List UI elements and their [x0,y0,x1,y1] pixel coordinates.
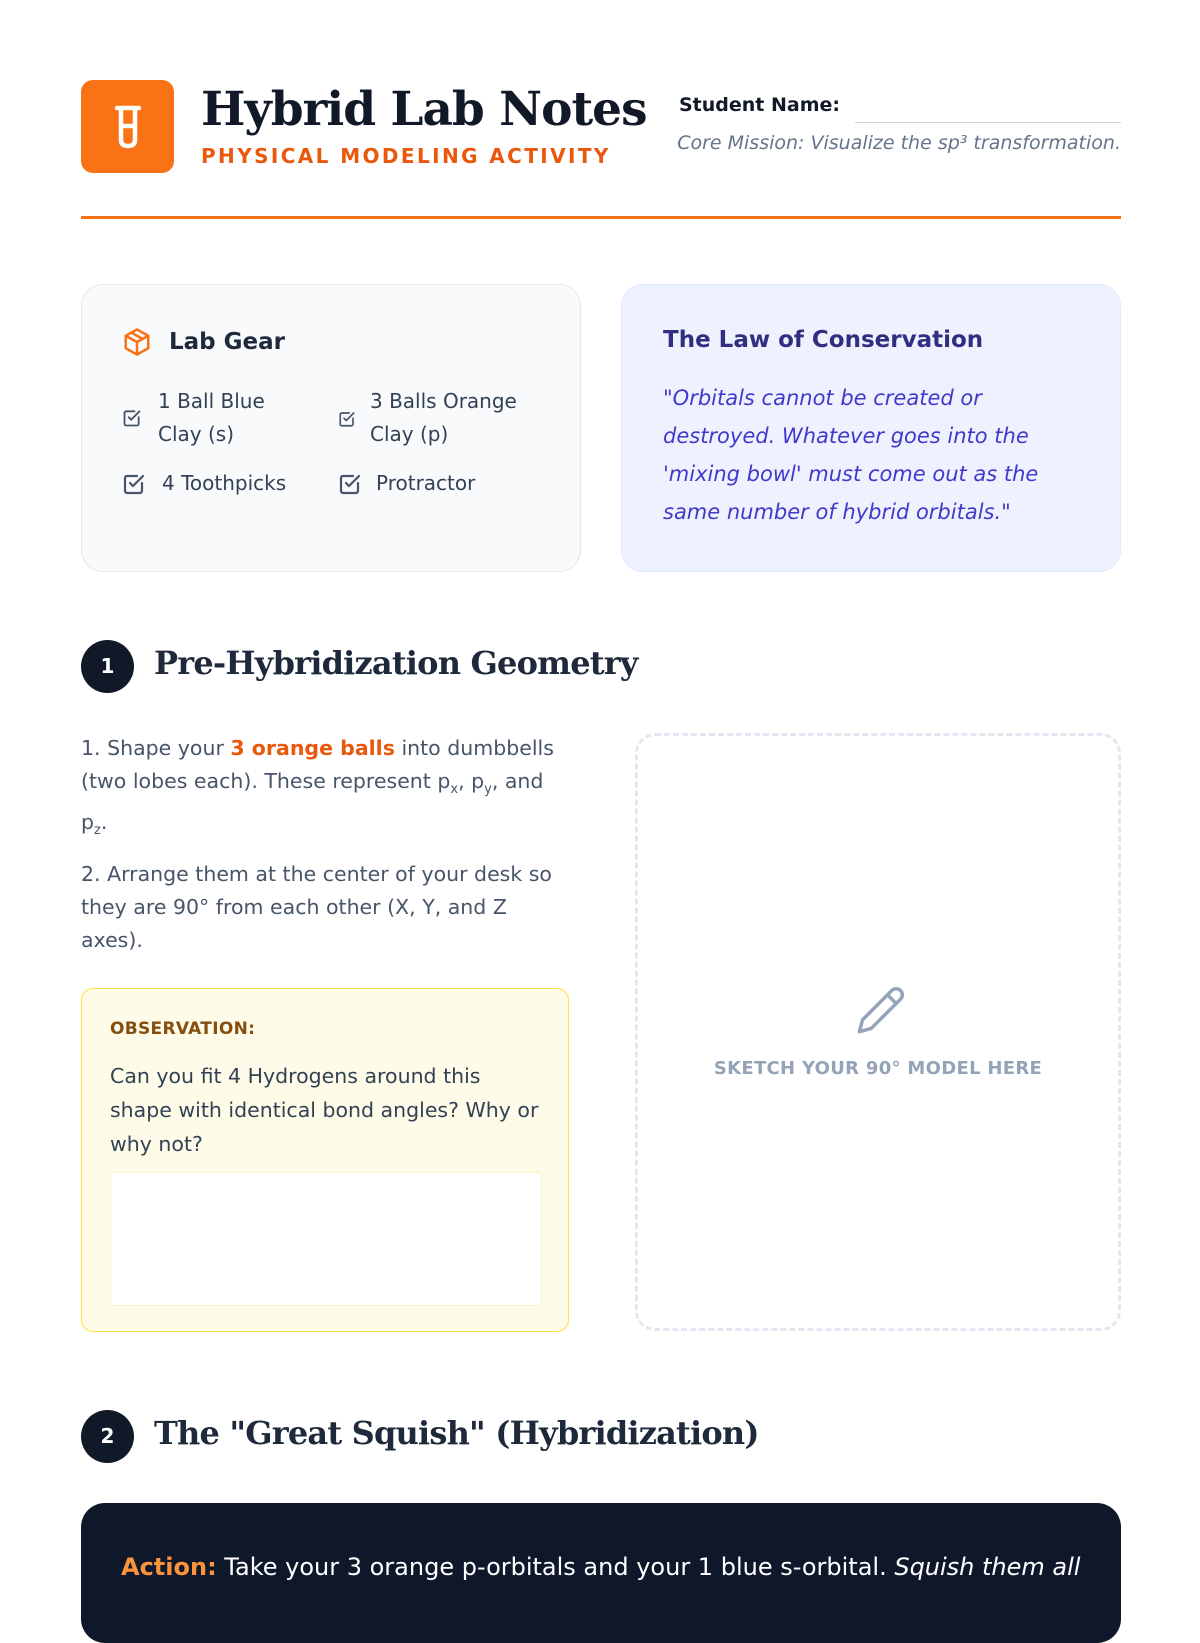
step-1-text: . [100,810,108,835]
checkbox-icon[interactable] [122,472,146,506]
package-icon [122,327,152,361]
step-1-text: , and p [81,769,544,835]
gear-item [122,467,322,501]
gear-item [338,385,558,455]
action-text [121,1545,1081,1589]
action-box [81,1503,1121,1643]
step-1-highlight: 3 orange balls [230,736,395,760]
page-title: Hybrid Lab Notes [201,82,647,137]
page-subtitle: PHYSICAL MODELING ACTIVITY [201,144,611,168]
step-1-text: 1. Shape your [81,736,231,760]
law-title: The Law of Conservation [663,327,984,353]
beaker-icon [81,80,174,173]
pencil-icon [855,984,907,1036]
action-body: Take your 3 orange p-orbitals and your 1 blue s-orbital. [216,1553,895,1581]
observation-answer-field[interactable] [110,1172,542,1306]
gear-item-label: 1 Ball Blue Clay (s) [158,389,265,446]
section-2-title: The "Great Squish" (Hybridization) [154,1414,759,1452]
step-1-text: into dumbbells (two lobes each). These represent p [81,736,554,793]
lab-gear-card [81,284,581,572]
subscript-x: x [450,782,459,798]
gear-item [122,385,322,455]
student-name-field[interactable] [855,122,1121,123]
checkbox-icon[interactable] [338,472,362,506]
gear-item [338,467,538,501]
checkbox-icon[interactable] [338,405,356,438]
step-2-instruction: 2. Arrange them at the center of your desk so they are 90° from each other (X, Y, and Z axes). [81,862,552,952]
step-1-instruction [81,732,561,847]
action-label: Action: [121,1553,217,1581]
checkbox-icon[interactable] [122,405,142,438]
subscript-z: z [94,823,101,839]
gear-item-label: 4 Toothpicks [162,471,287,495]
sketch-label: SKETCH YOUR 90° MODEL HERE [713,1058,1043,1079]
action-emphasis: Squish them all [894,1553,1081,1581]
sketch-area[interactable] [635,733,1121,1331]
section-1-number: 1 [81,640,134,693]
student-name-label: Student Name: [679,94,841,116]
law-quote: "Orbitals cannot be created or destroyed. Whatever goes into the 'mixing bowl' must come out as the same number of hybrid orbitals." [663,386,1039,524]
core-mission: Core Mission: Visualize the sp³ transformation. [677,132,1121,154]
law-of-conservation-card [621,284,1121,572]
lab-gear-title: Lab Gear [169,329,285,355]
header [81,80,1121,219]
section-1-title: Pre-Hybridization Geometry [154,644,638,682]
gear-item-label: Protractor [376,471,476,495]
subscript-y: y [484,782,492,798]
section-2-number: 2 [81,1410,134,1463]
observation-question: Can you fit 4 Hydrogens around this shape with identical bond angles? Why or why not? [110,1064,539,1156]
gear-item-label: 3 Balls Orange Clay (p) [370,389,517,446]
observation-box [81,988,569,1332]
step-1-text: , p [458,769,485,793]
observation-label: OBSERVATION: [110,1019,256,1039]
